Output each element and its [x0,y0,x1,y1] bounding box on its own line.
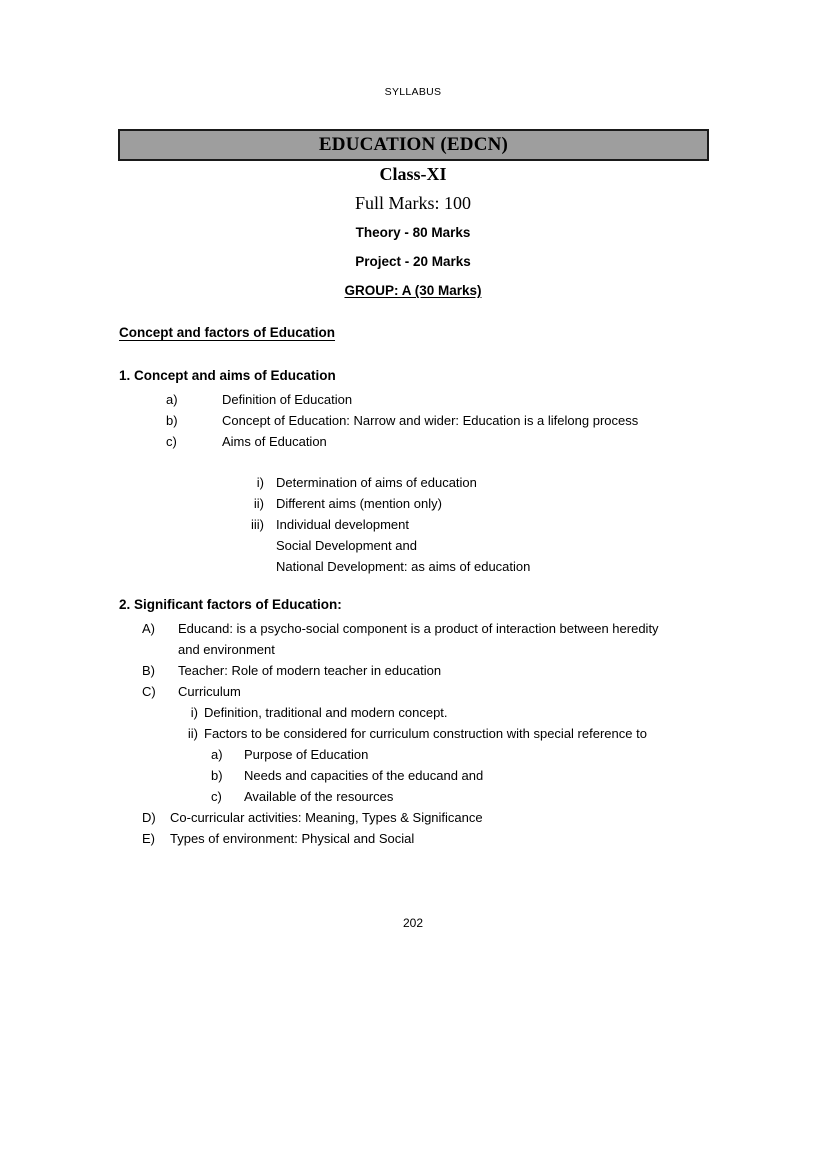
list-marker: A) [142,621,155,636]
list-text: Available of the resources [244,789,394,804]
list-text: Educand: is a psycho-social component is a product of interaction between heredity [178,621,659,636]
list-text: Aims of Education [222,434,327,449]
list-text: Teacher: Role of modern teacher in education [178,663,442,678]
list-text: Co-curricular activities: Meaning, Types & Significance [170,810,483,825]
list-text: Definition, traditional and modern concept. [204,705,448,720]
list-marker: C) [142,684,156,699]
group-marks-text: GROUP: A (30 Marks) [344,283,482,298]
list-marker: E) [142,831,155,846]
list-item [166,431,726,452]
list-marker: D) [142,810,156,825]
list-text: Different aims (mention only) [276,496,442,511]
list-marker: i) [256,475,264,490]
list-text: Concept of Education: Narrow and wider: Education is a lifelong process [222,413,639,428]
list-text: Curriculum [178,684,241,699]
list-item [142,660,712,681]
continuation-line: and environment [178,642,275,657]
list-item [228,472,748,493]
list-item [142,681,712,702]
list-marker: c) [166,434,177,449]
subject-title: EDUCATION (EDCN) [318,134,509,155]
list-item [228,493,748,514]
continuation-line: Social Development and [276,538,417,553]
list-item [176,723,736,744]
list-item [142,618,712,639]
list-marker: iii) [251,517,264,532]
section-1-heading: 1. Concept and aims of Education [119,368,336,383]
section-2-heading: 2. Significant factors of Education: [119,597,342,612]
list-item [166,410,726,431]
list-marker: ii) [187,726,198,741]
list-marker: b) [166,413,178,428]
list-text: Factors to be considered for curriculum construction with special reference to [204,726,647,741]
continuation-line: National Development: as aims of education [276,559,531,574]
list-marker: i) [190,705,198,720]
list-item [211,786,731,807]
list-marker: c) [211,789,222,804]
list-item [211,765,731,786]
list-text: Types of environment: Physical and Social [170,831,415,846]
list-marker: B) [142,663,155,678]
list-item [228,514,748,535]
project-marks-line: Project - 20 Marks [355,254,471,269]
list-text: Individual development [276,517,409,532]
list-marker: a) [166,392,178,407]
list-item [176,702,736,723]
unit-heading-text: Concept and factors of Education [119,325,336,340]
list-item [142,807,712,828]
subject-title-bar [118,129,709,161]
unit-heading [119,325,335,340]
list-marker: b) [211,768,223,783]
running-head: SYLLABUS [384,86,442,98]
theory-marks-line: Theory - 80 Marks [355,225,471,240]
page-number: 202 [402,916,424,930]
list-text: Determination of aims of education [276,475,477,490]
list-text: Purpose of Education [244,747,369,762]
class-line: Class-XI [379,164,447,184]
list-item [166,389,726,410]
full-marks-line: Full Marks: 100 [354,193,471,213]
list-marker: ii) [253,496,264,511]
group-marks-line [0,283,826,298]
list-marker: a) [211,747,223,762]
list-text: Needs and capacities of the educand and [244,768,484,783]
list-text: Definition of Education [222,392,353,407]
list-item [211,744,731,765]
list-item [142,828,712,849]
